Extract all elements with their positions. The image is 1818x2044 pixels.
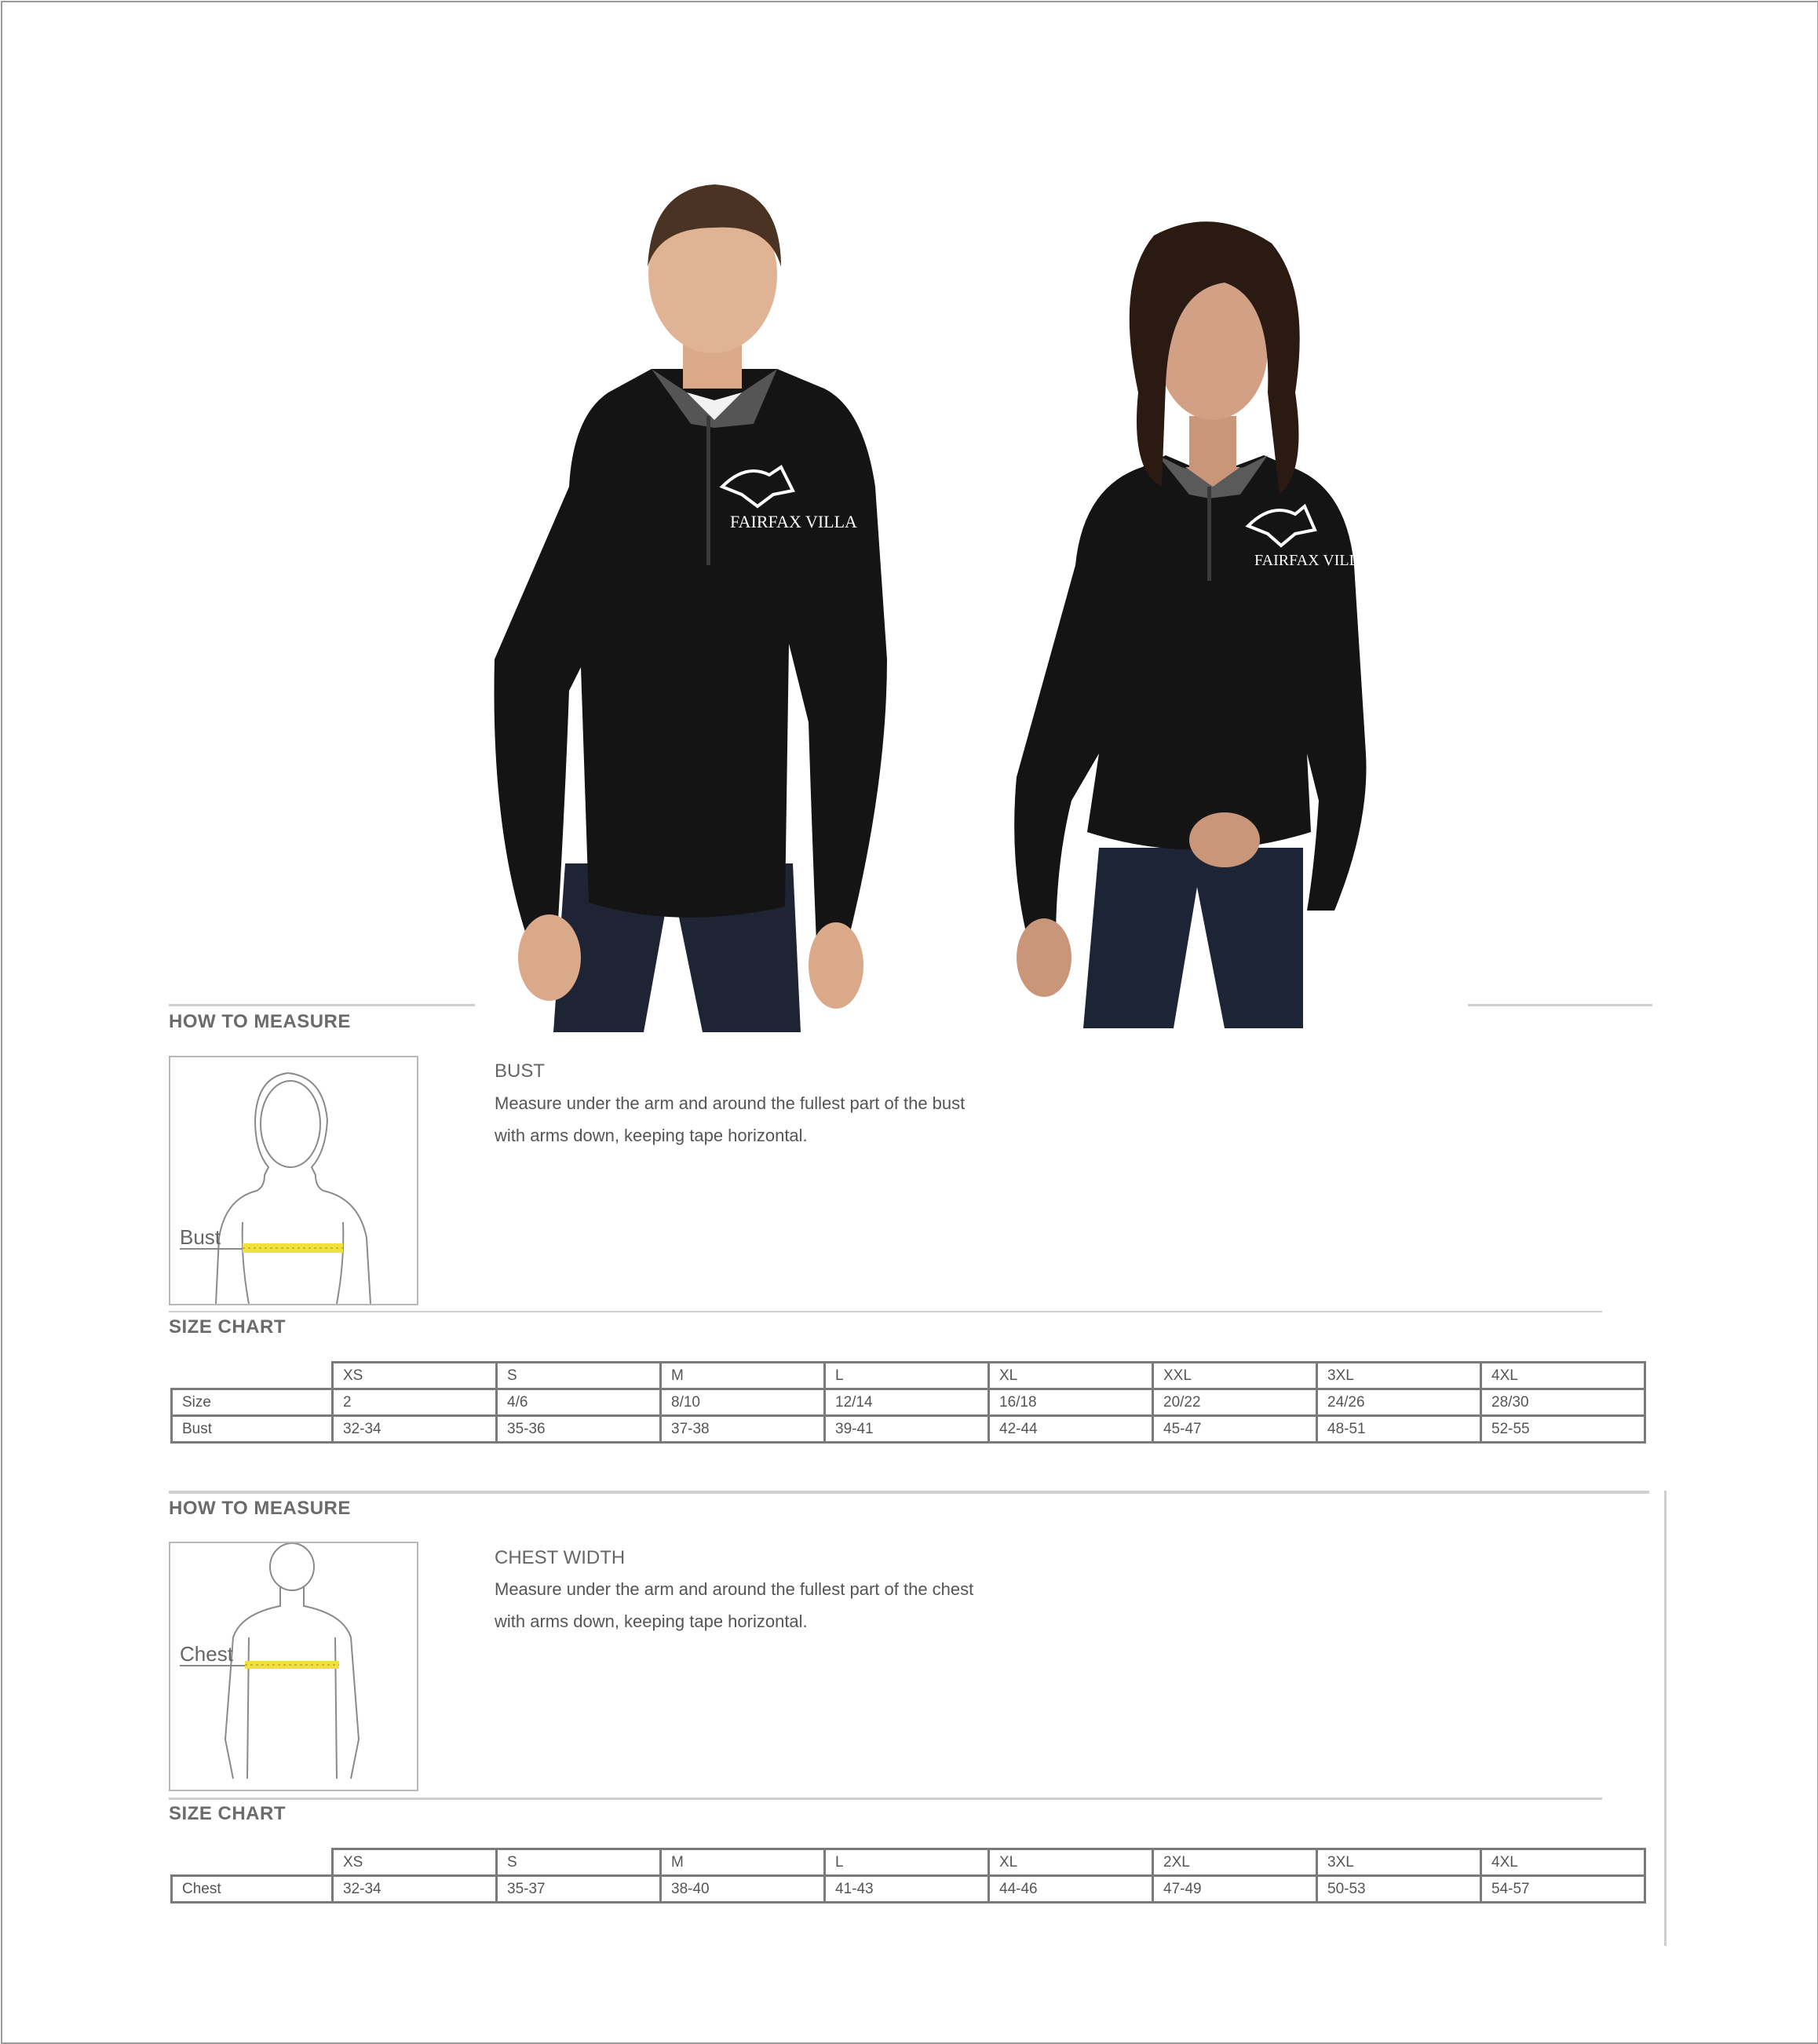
size-header: XS (333, 1363, 497, 1389)
table-cell: 32-34 (333, 1416, 497, 1443)
size-header: M (661, 1849, 825, 1876)
bust-instruction-line: with arms down, keeping tape horizontal. (495, 1126, 808, 1145)
chest-label: Chest (180, 1642, 233, 1666)
table-cell: 35-37 (497, 1876, 661, 1903)
table-cell: 42-44 (989, 1416, 1153, 1443)
table-row (172, 1389, 1645, 1416)
table-header-row (172, 1363, 1645, 1389)
table-cell: 16/18 (989, 1389, 1153, 1416)
bust-instruction-line: Measure under the arm and around the fullest part of the bust (495, 1093, 966, 1113)
table-cell: 32-34 (333, 1876, 497, 1903)
size-chart-heading: SIZE CHART (169, 1316, 286, 1338)
svg-text:FAIRFAX VILLA: FAIRFAX VILLA (730, 512, 857, 531)
divider (169, 1311, 1602, 1312)
bust-measure-figure (169, 1056, 418, 1305)
table-cell: 48-51 (1317, 1416, 1481, 1443)
table-cell: 52-55 (1481, 1416, 1645, 1443)
table-row (172, 1876, 1645, 1903)
table-cell: 47-49 (1153, 1876, 1317, 1903)
how-to-measure-heading: HOW TO MEASURE (169, 1011, 351, 1032)
size-header: L (825, 1363, 989, 1389)
table-cell: 54-57 (1481, 1876, 1645, 1903)
table-cell: 45-47 (1153, 1416, 1317, 1443)
how-to-measure-heading: HOW TO MEASURE (169, 1498, 351, 1519)
bust-instructions (495, 1087, 965, 1152)
table-cell: 39-41 (825, 1416, 989, 1443)
size-header: XS (333, 1849, 497, 1876)
chest-instructions (495, 1573, 973, 1637)
bust-size-table (170, 1361, 1646, 1444)
size-header: 3XL (1317, 1849, 1481, 1876)
table-cell: 12/14 (825, 1389, 989, 1416)
size-header: S (497, 1849, 661, 1876)
chest-instruction-line: Measure under the arm and around the fullest part of the chest (495, 1579, 974, 1599)
table-header-row (172, 1849, 1645, 1876)
size-chart-heading: SIZE CHART (169, 1803, 286, 1824)
bust-label: Bust (180, 1225, 221, 1249)
chest-instruction-line: with arms down, keeping tape horizontal. (495, 1611, 808, 1631)
svg-text:FAIRFAX VILLA: FAIRFAX VILLA (1254, 552, 1371, 569)
divider (169, 1798, 1602, 1800)
size-header: S (497, 1363, 661, 1389)
size-header: 3XL (1317, 1363, 1481, 1389)
table-cell: 50-53 (1317, 1876, 1481, 1903)
row-label: Bust (172, 1416, 333, 1443)
size-header: 2XL (1153, 1849, 1317, 1876)
divider (169, 1491, 1649, 1494)
table-cell: 28/30 (1481, 1389, 1645, 1416)
size-header: XL (989, 1849, 1153, 1876)
table-cell: 8/10 (661, 1389, 825, 1416)
size-header: 4XL (1481, 1363, 1645, 1389)
divider (169, 1004, 475, 1006)
table-cell: 44-46 (989, 1876, 1153, 1903)
chest-size-table (170, 1848, 1646, 1903)
table-cell: 24/26 (1317, 1389, 1481, 1416)
size-header: XL (989, 1363, 1153, 1389)
size-header: 4XL (1481, 1849, 1645, 1876)
size-header: XXL (1153, 1363, 1317, 1389)
product-photo-men (479, 157, 918, 1032)
size-header: M (661, 1363, 825, 1389)
table-cell: 2 (333, 1389, 497, 1416)
table-cell: 38-40 (661, 1876, 825, 1903)
table-cell: 4/6 (497, 1389, 661, 1416)
chest-title: CHEST WIDTH (495, 1547, 626, 1568)
product-photo-women (997, 157, 1437, 1032)
table-cell: 35-36 (497, 1416, 661, 1443)
row-label: Size (172, 1389, 333, 1416)
bust-title: BUST (495, 1060, 546, 1082)
size-header: L (825, 1849, 989, 1876)
table-row (172, 1416, 1645, 1443)
table-cell: 20/22 (1153, 1389, 1317, 1416)
chest-measure-figure (169, 1542, 418, 1791)
table-cell: 37-38 (661, 1416, 825, 1443)
row-label: Chest (172, 1876, 333, 1903)
divider (1664, 1491, 1666, 1946)
divider (1468, 1004, 1652, 1006)
table-cell: 41-43 (825, 1876, 989, 1903)
